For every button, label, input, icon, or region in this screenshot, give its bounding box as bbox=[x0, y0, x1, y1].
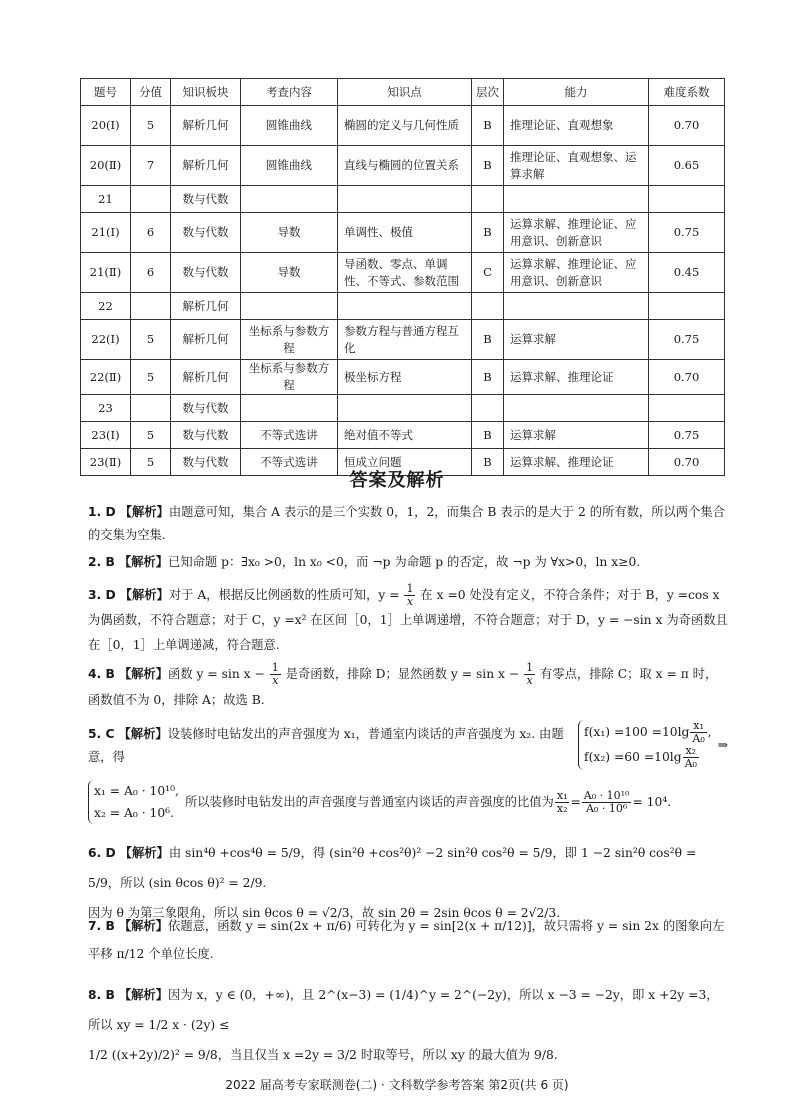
table-cell bbox=[472, 186, 504, 213]
table-cell: B bbox=[472, 213, 504, 253]
table-row bbox=[81, 395, 725, 422]
table-cell bbox=[131, 186, 171, 213]
table-cell: 直线与椭圆的位置关系 bbox=[338, 146, 472, 186]
table-cell: 5 bbox=[131, 360, 171, 395]
table-cell: 推理论证、直观想象、运算求解 bbox=[504, 146, 649, 186]
table-cell: 推理论证、直观想象 bbox=[504, 106, 649, 146]
table-cell: 5 bbox=[131, 320, 171, 360]
table-cell: 不等式选讲 bbox=[241, 449, 338, 476]
table-cell: 运算求解、推理论证、应用意识、创新意识 bbox=[504, 253, 649, 293]
table-cell: 22 bbox=[81, 293, 131, 320]
table-cell: B bbox=[472, 449, 504, 476]
table-cell: 20(Ⅱ) bbox=[81, 146, 131, 186]
table-cell: 不等式选讲 bbox=[241, 422, 338, 449]
table-cell bbox=[241, 395, 338, 422]
table-cell: 0.75 bbox=[649, 320, 725, 360]
table-cell: 参数方程与普通方程互化 bbox=[338, 320, 472, 360]
table-cell: 5 bbox=[131, 422, 171, 449]
table-cell: 0.70 bbox=[649, 360, 725, 395]
table-cell: 运算求解、推理论证 bbox=[504, 449, 649, 476]
table-cell: 极坐标方程 bbox=[338, 360, 472, 395]
table-cell: 0.45 bbox=[649, 253, 725, 293]
table-cell: 运算求解、推理论证、应用意识、创新意识 bbox=[504, 213, 649, 253]
table-cell: 数与代数 bbox=[171, 213, 241, 253]
table-cell: 导数 bbox=[241, 213, 338, 253]
table-row bbox=[81, 293, 725, 320]
answer-7: 7. B 【解析】依题意，函数 y = sin(2x + π/6) 可转化为 y = sin[2(x + π/12)]，故只需将 y = sin 2x 的图象向左平移 π/12 个单位长度. bbox=[88, 918, 725, 961]
table-cell: 导数 bbox=[241, 253, 338, 293]
table-cell: 解析几何 bbox=[171, 360, 241, 395]
table-cell: 运算求解 bbox=[504, 422, 649, 449]
table-row bbox=[81, 186, 725, 213]
table-cell bbox=[649, 293, 725, 320]
answer-5: 5. C 【解析】设装修时电钻发出的声音强度为 x₁，普通室内谈话的声音强度为 x₂. 由题意，得 f(x₁) =100 =10lg $\frac{\text{x₁}}{\text{A₀}}$ , f(x₂) =60 =10lg $\frac{\text{x₂}}{\text{A₀}}$ ⇒ x₁ = A₀ · 10¹⁰, x₂ = A₀ · 10⁶. 所以装修时电钻发出的声音强度与普通室内谈话的声音强度的比值为 $\frac{\text{x₁}}{\text{x₂}}$ = $\frac{\text{A₀ · 10¹⁰}}{\text{A₀ · 10⁶}}$ = 10⁴. bbox=[88, 720, 728, 824]
table-cell: 坐标系与参数方程 bbox=[241, 360, 338, 395]
table-header-cell: 层次 bbox=[472, 79, 504, 106]
table-cell: 23(Ⅱ) bbox=[81, 449, 131, 476]
table-cell: 数与代数 bbox=[171, 449, 241, 476]
table-cell: 0.75 bbox=[649, 213, 725, 253]
table-cell: 运算求解、推理论证 bbox=[504, 360, 649, 395]
table-cell: 椭圆的定义与几何性质 bbox=[338, 106, 472, 146]
table-cell: 6 bbox=[131, 213, 171, 253]
table-cell: 解析几何 bbox=[171, 106, 241, 146]
table-cell: 数与代数 bbox=[171, 186, 241, 213]
table-cell: 数与代数 bbox=[171, 395, 241, 422]
fraction-1-over-x: $\frac{1}{x}$ bbox=[406, 582, 414, 608]
table-cell: 23(Ⅰ) bbox=[81, 422, 131, 449]
table-cell bbox=[338, 186, 472, 213]
table-cell: B bbox=[472, 146, 504, 186]
answer-1: 1. D 【解析】由题意可知，集合 A 表示的是三个实数 0，1，2，而集合 B 表示的是大于 2 的所有数，所以两个集合的交集为空集. bbox=[88, 504, 725, 542]
answer-3: 3. D 【解析】对于 A，根据反比例函数的性质可知，y = $\frac{1}{x}$ 在 x =0 处没有定义，不符合条件；对于 B，y =cos x 为偶函数，不符合题意；对于 C，y =x² 在区间［0，1］上单调递增，不符合题意；对于 D，y = −sin x 为奇函数且在［0，1］上单调递减，符合题意. bbox=[88, 582, 728, 652]
table-row bbox=[81, 422, 725, 449]
table-cell: 21 bbox=[81, 186, 131, 213]
table-body bbox=[81, 106, 725, 476]
table-cell: 21(Ⅰ) bbox=[81, 213, 131, 253]
table-cell: 23 bbox=[81, 395, 131, 422]
table-cell bbox=[649, 186, 725, 213]
table-cell: 21(Ⅱ) bbox=[81, 253, 131, 293]
table-header-cell: 分值 bbox=[131, 79, 171, 106]
table-cell bbox=[504, 186, 649, 213]
table-cell: 0.70 bbox=[649, 106, 725, 146]
equation-solution: x₁ = A₀ · 10¹⁰, x₂ = A₀ · 10⁶. bbox=[88, 780, 179, 824]
table-row bbox=[81, 213, 725, 253]
table-row bbox=[81, 106, 725, 146]
table-cell: B bbox=[472, 360, 504, 395]
answer-4: 4. B 【解析】函数 y = sin x − $\frac{1}{x}$ 是奇函数，排除 D；显然函数 y = sin x − $\frac{1}{x}$ 有零点，排除 C；取 x = π 时，函数值不为 0，排除 A；故选 B. bbox=[88, 661, 718, 707]
table-header-cell: 题号 bbox=[81, 79, 131, 106]
equation-system: f(x₁) =100 =10lg $\frac{\text{x₁}}{\text{A₀}}$ , f(x₂) =60 =10lg $\frac{\text{x₂}}{\text{A₀}}$ bbox=[578, 720, 712, 770]
answer-6: 6. D 【解析】由 sin⁴θ +cos⁴θ = 5/9，得 (sin²θ +cos²θ)² −2 sin²θ cos²θ = 5/9，即 1 −2 sin²θ cos²θ = 5/9，所以 (sin θcos θ)² = 2/9. 因为 θ 为第三象限角，所以 sin θcos θ = √2/3，故 sin 2θ = 2sin θcos θ = 2√2/3. bbox=[88, 845, 697, 920]
table-cell: 圆锥曲线 bbox=[241, 146, 338, 186]
table-cell bbox=[131, 293, 171, 320]
table-cell: 7 bbox=[131, 146, 171, 186]
table-cell bbox=[504, 395, 649, 422]
table-cell bbox=[472, 395, 504, 422]
table-cell: 5 bbox=[131, 106, 171, 146]
table-cell bbox=[504, 293, 649, 320]
table-cell bbox=[131, 395, 171, 422]
table-header-row bbox=[81, 79, 725, 106]
table-cell: 6 bbox=[131, 253, 171, 293]
table-row bbox=[81, 320, 725, 360]
table-cell bbox=[338, 293, 472, 320]
table-cell bbox=[472, 293, 504, 320]
table-cell bbox=[241, 186, 338, 213]
table-cell: B bbox=[472, 422, 504, 449]
table-header-cell: 难度系数 bbox=[649, 79, 725, 106]
table-header-cell: 考查内容 bbox=[241, 79, 338, 106]
table-cell: 20(Ⅰ) bbox=[81, 106, 131, 146]
table-cell: B bbox=[472, 320, 504, 360]
table-cell: 恒成立问题 bbox=[338, 449, 472, 476]
table-cell: 22(Ⅰ) bbox=[81, 320, 131, 360]
table-row bbox=[81, 253, 725, 293]
table-cell: 绝对值不等式 bbox=[338, 422, 472, 449]
answer-8: 8. B 【解析】因为 x，y ∈ (0，+∞)，且 2^(x−3) = (1/4)^y = 2^(−2y)，所以 x −3 = −2y，即 x +2y =3，所以 xy = 1/2 x · (2y) ≤ 1/2 ((x+2y)/2)² = 9/8，当且仅当 x =2y = 3/2 时取等号，所以 xy 的最大值为 9/8. bbox=[88, 987, 719, 1062]
page-footer: 2022 届高考专家联测卷(二) · 文科数学参考答案 第2页(共 6 页) bbox=[225, 1078, 569, 1092]
table-cell: 单调性、极值 bbox=[338, 213, 472, 253]
table-cell: 圆锥曲线 bbox=[241, 106, 338, 146]
table-cell: B bbox=[472, 106, 504, 146]
table-cell: 5 bbox=[131, 449, 171, 476]
table-cell: 数与代数 bbox=[171, 422, 241, 449]
table-cell bbox=[338, 395, 472, 422]
section-title: 答案及解析 bbox=[349, 470, 445, 491]
table-cell bbox=[241, 293, 338, 320]
table-cell: 解析几何 bbox=[171, 320, 241, 360]
table-header-cell: 能力 bbox=[504, 79, 649, 106]
table-cell: 运算求解 bbox=[504, 320, 649, 360]
table-cell: 0.75 bbox=[649, 422, 725, 449]
table-cell: 解析几何 bbox=[171, 293, 241, 320]
table-cell: 0.65 bbox=[649, 146, 725, 186]
table-cell bbox=[649, 395, 725, 422]
table-header-cell: 知识板块 bbox=[171, 79, 241, 106]
knowledge-table bbox=[80, 78, 725, 476]
table-cell: 坐标系与参数方程 bbox=[241, 320, 338, 360]
table-cell: 0.70 bbox=[649, 449, 725, 476]
answer-2: 2. B 【解析】已知命题 p：∃x₀ >0，ln x₀ <0，而 ¬p 为命题 p 的否定，故 ¬p 为 ∀x>0，ln x≥0. bbox=[88, 554, 641, 569]
table-cell: 数与代数 bbox=[171, 253, 241, 293]
table-row bbox=[81, 360, 725, 395]
table-cell: C bbox=[472, 253, 504, 293]
table-cell: 解析几何 bbox=[171, 146, 241, 186]
table-cell: 导函数、零点、单调性、不等式、参数范围 bbox=[338, 253, 472, 293]
table-row bbox=[81, 146, 725, 186]
table-header-cell: 知识点 bbox=[338, 79, 472, 106]
table-cell: 22(Ⅱ) bbox=[81, 360, 131, 395]
